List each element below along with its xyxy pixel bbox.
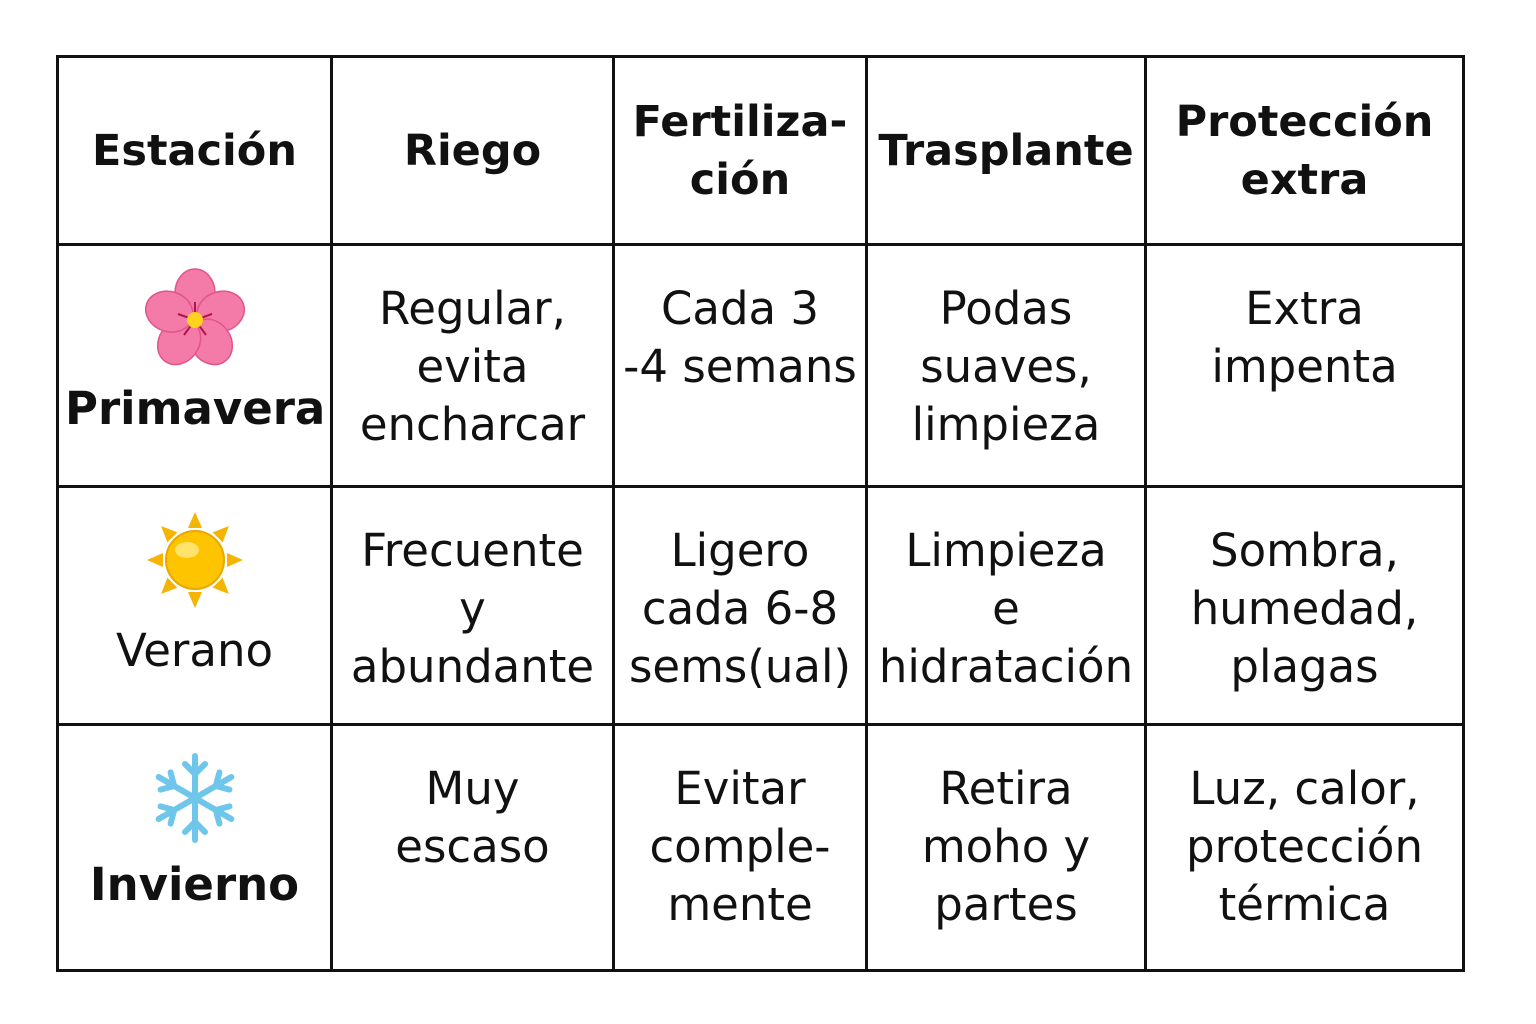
trasplante-cell: Podas suaves, limpieza <box>867 245 1146 487</box>
riego-cell: Regular, evita encharcar <box>332 245 614 487</box>
trasplante-cell: Limpieza e hidratación <box>867 487 1146 725</box>
proteccion-cell: Luz, calor, protección térmica <box>1146 725 1464 971</box>
season-label: Verano <box>115 624 274 677</box>
fertilizacion-cell: Ligero cada 6-8 sems(ual) <box>614 487 867 725</box>
season-label: Primavera <box>65 382 326 435</box>
riego-cell: Frecuente y abundante <box>332 487 614 725</box>
snowflake-icon <box>145 748 245 848</box>
table-row <box>58 487 1464 725</box>
header-trasplante: Trasplante <box>867 57 1146 245</box>
proteccion-cell: Sombra, humedad, plagas <box>1146 487 1464 725</box>
proteccion-cell: Extra impenta <box>1146 245 1464 487</box>
season-cell <box>58 725 332 971</box>
fertilizacion-cell: Cada 3 -4 semans <box>614 245 867 487</box>
season-cell <box>58 487 332 725</box>
header-row <box>58 57 1464 245</box>
cherry-blossom-icon <box>143 268 247 372</box>
fertilizacion-cell: Evitar comple- mente <box>614 725 867 971</box>
season-label: Invierno <box>89 858 300 911</box>
table-row <box>58 725 1464 971</box>
season-cell <box>58 245 332 487</box>
header-estacion: Estación <box>58 57 332 245</box>
table-row <box>58 245 1464 487</box>
sun-icon <box>143 510 247 614</box>
trasplante-cell: Retira moho y partes <box>867 725 1146 971</box>
header-proteccion-extra: Protección extra <box>1146 57 1464 245</box>
seasonal-care-table <box>56 55 1465 972</box>
header-riego: Riego <box>332 57 614 245</box>
riego-cell: Muy escaso <box>332 725 614 971</box>
header-fertilizacion: Fertiliza- ción <box>614 57 867 245</box>
